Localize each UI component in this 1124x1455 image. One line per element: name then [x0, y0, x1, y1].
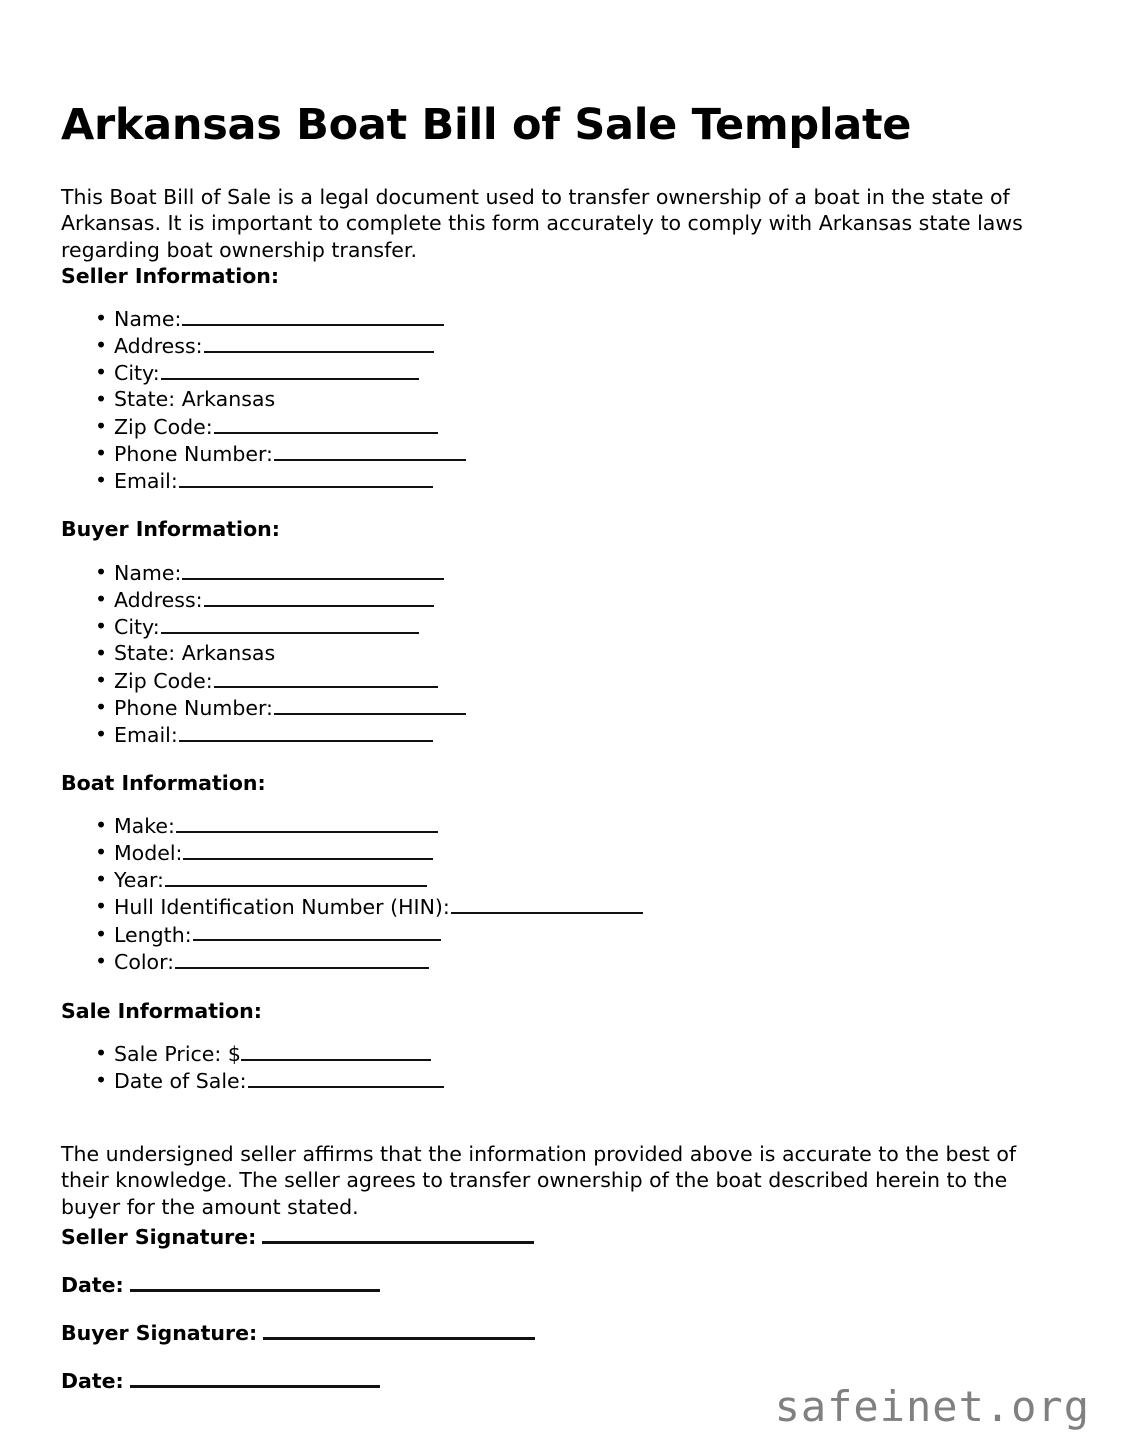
field-list	[0, 812, 1060, 975]
list-item	[0, 467, 1060, 494]
bullet-icon: •	[95, 1041, 108, 1065]
list-item	[0, 332, 1060, 359]
bullet-icon: •	[95, 813, 108, 837]
field-blank-line[interactable]	[182, 305, 444, 326]
field-label: State:	[114, 387, 176, 412]
signature-label: Seller Signature:	[61, 1224, 257, 1249]
field-label: Email:	[114, 468, 178, 493]
field-blank-line[interactable]	[161, 359, 419, 380]
field-blank-line[interactable]	[161, 613, 419, 634]
bullet-icon: •	[95, 894, 108, 919]
field-label: Name:	[114, 306, 182, 331]
field-blank-line[interactable]	[274, 694, 466, 715]
field-blank-line[interactable]	[183, 839, 433, 860]
bullet-icon: •	[95, 560, 108, 584]
field-list	[0, 559, 1060, 748]
field-label: Color:	[114, 949, 175, 974]
list-item	[0, 413, 1060, 440]
bullet-icon: •	[95, 333, 108, 358]
affirmation-paragraph: The undersigned seller affirms that the information provided above is accurate to the best of their knowledge. The seller agrees to transfer ownership of the boat described herein to the buyer for the amount stated.	[61, 1141, 1017, 1219]
field-blank-line[interactable]	[182, 559, 444, 580]
signature-row	[61, 1270, 380, 1298]
signature-row	[61, 1318, 535, 1346]
bullet-icon: •	[95, 387, 108, 412]
list-item	[0, 921, 1060, 948]
bullet-icon: •	[95, 921, 108, 946]
field-blank-line[interactable]	[248, 1067, 444, 1088]
list-item	[0, 694, 1060, 721]
intro-paragraph: This Boat Bill of Sale is a legal document used to transfer ownership of a boat in the state of Arkansas. It is important to complete this form accurately to comply with Arkansas state laws regarding boat ownership transfer.	[61, 184, 1023, 262]
field-list	[0, 305, 1060, 494]
page-title: Arkansas Boat Bill of Sale Template	[61, 99, 912, 150]
bullet-icon: •	[95, 948, 108, 973]
signature-blank-line[interactable]	[262, 1222, 534, 1244]
list-item	[0, 586, 1060, 613]
field-blank-line[interactable]	[204, 586, 434, 607]
field-blank-line[interactable]	[274, 440, 466, 461]
field-label: Address:	[114, 334, 203, 359]
field-value: Arkansas	[175, 641, 276, 666]
field-label: Length:	[114, 922, 192, 947]
bullet-icon: •	[95, 614, 108, 639]
bullet-icon: •	[95, 1068, 108, 1093]
list-item	[0, 893, 1060, 920]
field-label: Year:	[114, 868, 164, 893]
field-list	[0, 1040, 1060, 1094]
field-label: Sale Price: $	[114, 1041, 241, 1066]
field-value: Arkansas	[175, 387, 276, 412]
list-item	[0, 386, 1060, 412]
field-label: Zip Code:	[114, 668, 213, 693]
bullet-icon: •	[95, 468, 108, 493]
field-blank-line[interactable]	[179, 467, 433, 488]
list-item	[0, 559, 1060, 586]
field-blank-line[interactable]	[175, 948, 429, 969]
list-item	[0, 866, 1060, 893]
signature-row	[61, 1222, 534, 1250]
section-heading: Buyer Information:	[61, 517, 280, 541]
field-label: Email:	[114, 722, 178, 747]
bullet-icon: •	[95, 667, 108, 692]
field-blank-line[interactable]	[176, 812, 438, 833]
bullet-icon: •	[95, 722, 108, 747]
signature-blank-line[interactable]	[263, 1318, 535, 1340]
signature-row	[61, 1366, 380, 1394]
section-heading: Boat Information:	[61, 771, 266, 795]
list-item	[0, 812, 1060, 839]
bullet-icon: •	[95, 641, 108, 666]
field-blank-line[interactable]	[204, 332, 434, 353]
field-label: City:	[114, 615, 160, 640]
field-label: State:	[114, 641, 176, 666]
bullet-icon: •	[95, 306, 108, 330]
list-item	[0, 359, 1060, 386]
list-item	[0, 440, 1060, 467]
bullet-icon: •	[95, 840, 108, 865]
field-label: Model:	[114, 841, 183, 866]
bullet-icon: •	[95, 413, 108, 438]
field-label: Hull Identification Number (HIN):	[114, 895, 450, 920]
list-item	[0, 640, 1060, 666]
field-label: Date of Sale:	[114, 1069, 247, 1094]
list-item	[0, 1067, 1060, 1094]
field-blank-line[interactable]	[165, 866, 427, 887]
field-blank-line[interactable]	[241, 1040, 431, 1061]
bullet-icon: •	[95, 440, 108, 465]
signature-label: Buyer Signature:	[61, 1320, 258, 1345]
bullet-icon: •	[95, 867, 108, 892]
signature-label: Date:	[61, 1272, 124, 1297]
field-label: Address:	[114, 588, 203, 613]
field-label: Zip Code:	[114, 414, 213, 439]
section-heading: Seller Information:	[61, 264, 280, 288]
list-item	[0, 305, 1060, 332]
section-heading: Sale Information:	[61, 999, 262, 1023]
field-label: Phone Number:	[114, 695, 273, 720]
field-label: Name:	[114, 560, 182, 585]
field-label: Phone Number:	[114, 441, 273, 466]
bullet-icon: •	[95, 360, 108, 385]
field-blank-line[interactable]	[193, 921, 441, 942]
signature-label: Date:	[61, 1368, 124, 1393]
field-blank-line[interactable]	[214, 667, 438, 688]
list-item	[0, 613, 1060, 640]
list-item	[0, 1040, 1060, 1067]
field-label: Make:	[114, 813, 175, 838]
field-blank-line[interactable]	[214, 413, 438, 434]
bullet-icon: •	[95, 587, 108, 612]
list-item	[0, 721, 1060, 748]
field-blank-line[interactable]	[451, 893, 643, 914]
list-item	[0, 948, 1060, 975]
field-blank-line[interactable]	[179, 721, 433, 742]
watermark: safeinet.org	[774, 1382, 1090, 1431]
bullet-icon: •	[95, 694, 108, 719]
signature-blank-line[interactable]	[130, 1270, 380, 1292]
signature-blank-line[interactable]	[130, 1366, 380, 1388]
list-item	[0, 839, 1060, 866]
list-item	[0, 667, 1060, 694]
field-label: City:	[114, 361, 160, 386]
